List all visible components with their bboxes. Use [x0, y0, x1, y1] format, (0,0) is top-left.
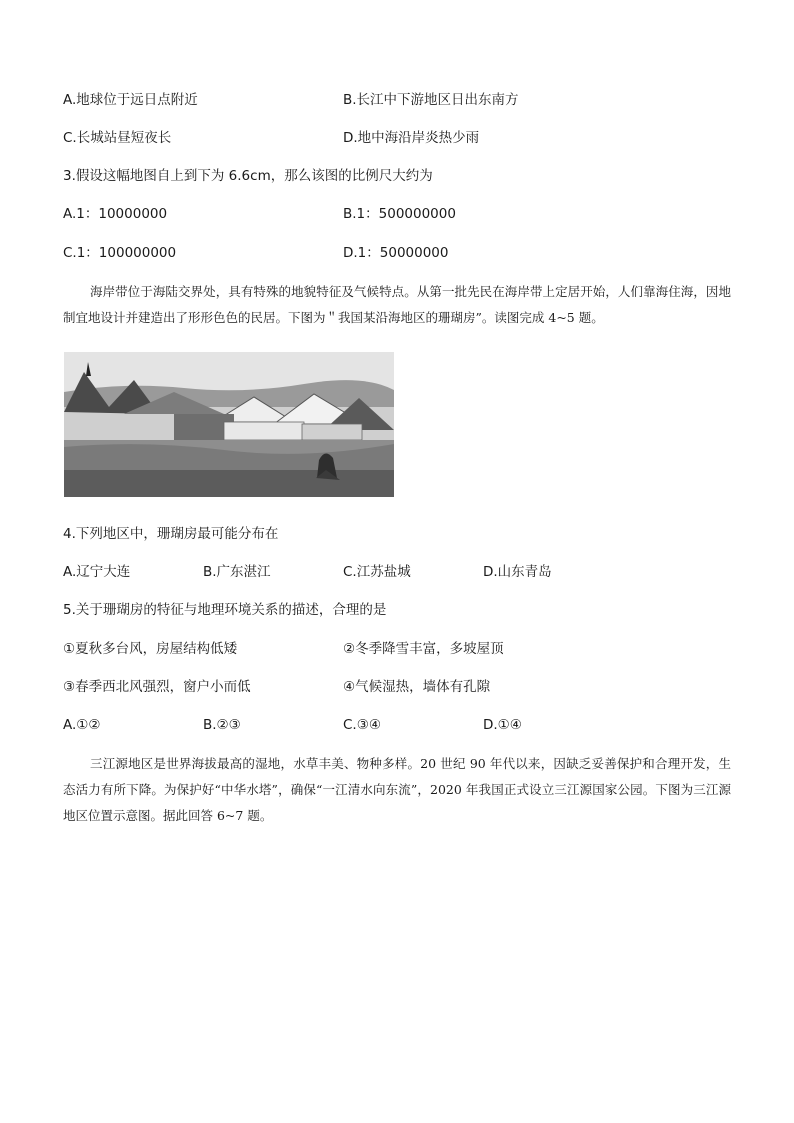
q5-option-b: B.②③	[203, 717, 241, 733]
q5-option-d: D.①④	[483, 717, 522, 733]
q4-stem: 4.下列地区中，珊瑚房最可能分布在	[63, 526, 279, 542]
q3-option-d: D.1：50000000	[343, 245, 449, 261]
q5-statement-3: ③春季西北风强烈，窗户小而低	[63, 679, 251, 695]
q5-statement-4: ④气候湿热，墙体有孔隙	[343, 679, 491, 695]
q3-option-c: C.1：100000000	[63, 245, 177, 261]
q3-option-a: A.1：10000000	[63, 206, 168, 222]
coral-house-photo	[64, 352, 394, 497]
q2-option-a: A.地球位于远日点附近	[63, 92, 198, 108]
passage-sanjiangyuan: 三江源地区是世界海拔最高的湿地，水草丰美、物种多样。20 世纪 90 年代以来，因缺乏妥善保护和合理开发，生态活力有所下降。为保护好“中华水塔”，确保“一江清水向东流”，2020 年我国正式设立三江源国家公园。下图为三江源地区位置示意图。据此回答 6~7 题。	[63, 756, 731, 823]
q2-option-d: D.地中海沿岸炎热少雨	[343, 130, 480, 146]
q5-statement-2: ②冬季降雪丰富，多坡屋顶	[343, 641, 504, 657]
q3-option-b: B.1：500000000	[343, 206, 456, 222]
q4-option-a: A.辽宁大连	[63, 564, 131, 580]
passage-coral-house: 海岸带位于海陆交界处，具有特殊的地貌特征及气候特点。从第一批先民在海岸带上定居开始，人们靠海住海，因地制宜地设计并建造出了形形色色的民居。下图为＂我国某沿海地区的珊瑚房”。读图完成 4~5 题。	[63, 284, 731, 325]
q5-statement-1: ①夏秋多台风，房屋结构低矮	[63, 641, 238, 657]
q5-option-a: A.①②	[63, 717, 101, 733]
q4-option-c: C.江苏盐城	[343, 564, 411, 580]
q2-option-b: B.长江中下游地区日出东南方	[343, 92, 519, 108]
q4-option-b: B.广东湛江	[203, 564, 271, 580]
q5-option-c: C.③④	[343, 717, 381, 733]
q5-stem: 5.关于珊瑚房的特征与地理环境关系的描述，合理的是	[63, 602, 387, 618]
q4-option-d: D.山东青岛	[483, 564, 552, 580]
q2-option-c: C.长城站昼短夜长	[63, 130, 172, 146]
q3-stem: 3.假设这幅地图自上到下为 6.6cm，那么该图的比例尺大约为	[63, 168, 433, 184]
